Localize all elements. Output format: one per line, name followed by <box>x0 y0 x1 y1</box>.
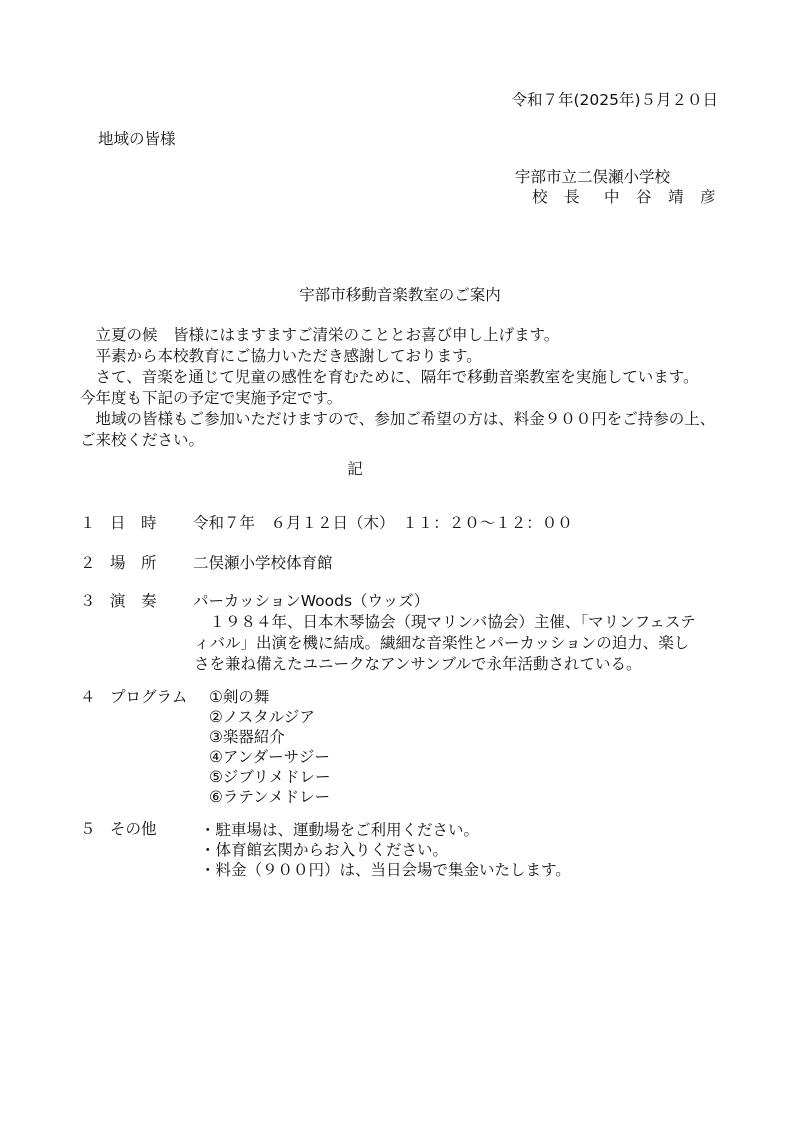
note-line: ・体育館玄関からお入りください。 <box>200 841 449 859</box>
school-name: 宇部市立二俣瀬小学校 <box>515 168 671 186</box>
body-line: ご来校ください。 <box>80 431 205 449</box>
item-number: ４ <box>80 688 96 706</box>
description-line: さを兼ね備えたユニークなアンサンブルで永年活動されている。 <box>194 655 642 673</box>
item-number: ５ <box>80 820 96 838</box>
performer-description <box>194 612 696 675</box>
program-entry: ⑥ラテンメドレー <box>209 788 331 806</box>
description-line: １９８４年、日本木琴協会（現マリンバ協会）主催、「マリンフェステ <box>194 613 696 631</box>
item-number: ２ <box>80 554 96 572</box>
item-label: 演 奏 <box>110 592 157 610</box>
program-entry: ①剣の舞 <box>209 688 270 706</box>
note-line: ・料金（９００円）は、当日会場で集金いたします。 <box>200 861 571 879</box>
item-value: パーカッションWoods（ウッズ） <box>193 592 430 610</box>
program-list <box>209 687 330 807</box>
recipient: 地域の皆様 <box>98 130 176 148</box>
body-line: 今年度も下記の予定で実施予定です。 <box>80 389 343 407</box>
program-entry: ③楽器紹介 <box>209 728 285 746</box>
principal-name: 中 谷 靖 彦 <box>604 188 717 206</box>
body-line: 平素から本校教育にご協力いただき感謝しております。 <box>80 347 482 365</box>
item-value: 二俣瀬小学校体育館 <box>193 554 333 572</box>
note-line: ・駐車場は、運動場をご利用ください。 <box>200 821 480 839</box>
principal-title: 校 長 <box>532 188 581 206</box>
body-line: 地域の皆様もご参加いただけますので、参加ご希望の方は、料金９００円をご持参の上、 <box>80 410 716 428</box>
body-text <box>80 325 715 451</box>
program-entry: ④アンダーサジー <box>209 748 330 766</box>
item-number: １ <box>80 514 96 532</box>
item-label: その他 <box>110 820 157 838</box>
program-entry: ⑤ジブリメドレー <box>209 768 331 786</box>
document-date: 令和７年(2025年)５月２０日 <box>511 91 718 109</box>
item-label: プログラム <box>110 688 188 706</box>
item-label: 日 時 <box>110 514 157 532</box>
principal-signature <box>532 190 716 206</box>
other-notes <box>200 820 571 880</box>
document-title: 宇部市移動音楽教室のご案内 <box>299 286 501 304</box>
ki-heading: 記 <box>347 460 363 478</box>
item-label: 場 所 <box>110 554 157 572</box>
body-line: 立夏の候 皆様にはますますご清栄のこととお喜び申し上げます。 <box>80 326 560 344</box>
item-number: ３ <box>80 592 96 610</box>
description-line: ィバル」出演を機に結成。繊細な音楽性とパーカッションの迫力、楽し <box>194 634 690 652</box>
item-value: 令和７年 ６月１２日（木） １１：２０〜１２：００ <box>193 514 573 532</box>
program-entry: ②ノスタルジア <box>209 708 315 726</box>
body-line: さて、音楽を通じて児童の感性を育むために、隔年で移動音楽教室を実施しています。 <box>80 368 699 386</box>
